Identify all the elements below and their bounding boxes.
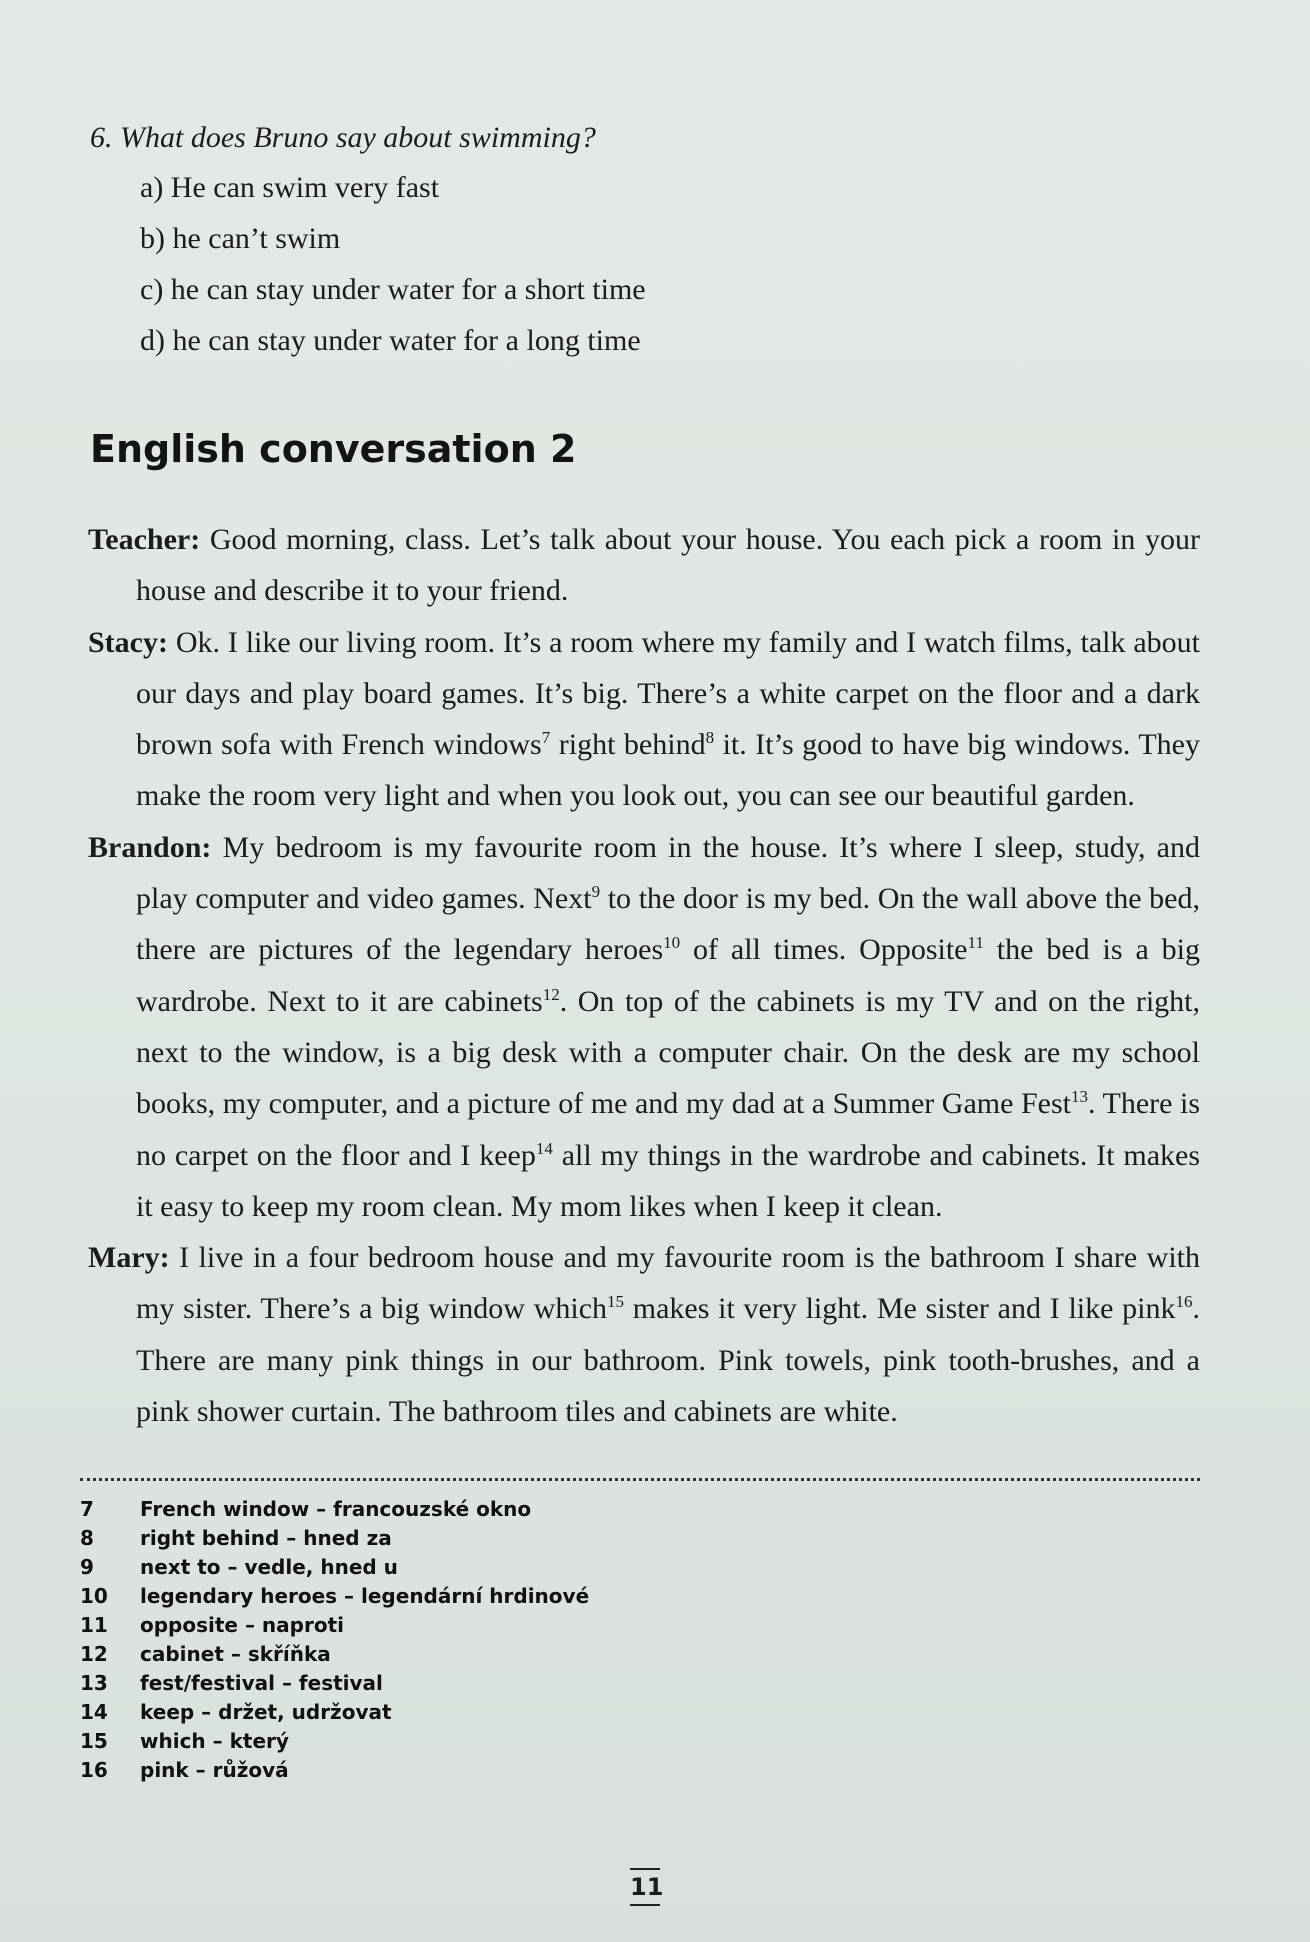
glossary-number: 12 xyxy=(80,1642,108,1666)
glossary-number: 11 xyxy=(80,1613,108,1637)
question-text: 6. What does Bruno say about swimming? xyxy=(90,121,596,154)
glossary-entry xyxy=(80,1524,780,1553)
dialogue xyxy=(88,514,1200,1437)
dialogue-text: My bedroom is my favourite room in the house. It’s where I sleep, study, and play computer and video games. Next xyxy=(136,830,1200,916)
answer-option-a: a) He can swim very fast xyxy=(140,171,440,204)
glossary-number: 7 xyxy=(80,1497,94,1521)
footnote-ref: 16 xyxy=(1175,1292,1193,1312)
footnote-ref: 8 xyxy=(705,728,715,748)
dialogue-text: . There is no carpet on the floor and I keep xyxy=(136,1087,1200,1172)
footnote-ref: 13 xyxy=(1071,1087,1088,1107)
answer-option-d: d) he can stay under water for a long time xyxy=(140,324,641,357)
dialogue-text: I live in a four bedroom house and my favourite room is the bathroom I share with my sister. There’s a big window which xyxy=(136,1241,1200,1326)
glossary-number: 8 xyxy=(80,1526,94,1550)
glossary-number: 10 xyxy=(80,1584,108,1608)
glossary-entry xyxy=(80,1727,780,1756)
section-title: English conversation 2 xyxy=(90,427,577,471)
speaker-name: Brandon: xyxy=(88,830,212,864)
dialogue-text: all my things in the wardrobe and cabinets. It makes it easy to keep my room clean. My mom likes when I keep it clean. xyxy=(136,1138,1200,1223)
footnote-divider xyxy=(80,1478,1200,1481)
glossary-entry xyxy=(80,1669,780,1698)
glossary-entry xyxy=(80,1640,780,1669)
glossary-entry xyxy=(80,1495,780,1524)
glossary-entry xyxy=(80,1582,780,1611)
glossary-number: 16 xyxy=(80,1758,108,1782)
dialogue-text: . On top of the cabinets is my TV and on the right, next to the window, is a big desk with a computer chair. On the desk are my school books, my computer, and a picture of me and my dad at a Summer Game Fest xyxy=(136,984,1201,1121)
footnote-ref: 11 xyxy=(967,933,984,953)
glossary-text: next to – vedle, hned u xyxy=(140,1555,398,1579)
footnote-ref: 12 xyxy=(542,984,560,1004)
dialogue-text: . There are many pink things in our bathroom. Pink towels, pink tooth-brushes, and a pink shower curtain. The bathroom tiles and cabinets are white. xyxy=(136,1292,1200,1429)
dialogue-text: of all times. Opposite xyxy=(680,933,968,967)
glossary-text: fest/festival – festival xyxy=(140,1671,383,1695)
glossary-entry xyxy=(80,1698,780,1727)
dialogue-text: to the door is my bed. On the wall above the bed, there are pictures of the legendary heroes xyxy=(136,882,1200,967)
glossary-text: cabinet – skříňka xyxy=(140,1642,331,1666)
glossary xyxy=(80,1495,780,1785)
footnote-ref: 7 xyxy=(541,728,551,748)
dialogue-text: right behind xyxy=(550,728,706,762)
footnote-ref: 9 xyxy=(591,882,601,902)
glossary-text: pink – růžová xyxy=(140,1758,289,1782)
footnote-ref: 14 xyxy=(535,1138,553,1158)
dialogue-text: Good morning, class. Let’s talk about your house. You each pick a room in your house and describe it to your friend. xyxy=(136,523,1200,608)
question-block xyxy=(90,118,1210,372)
glossary-number: 15 xyxy=(80,1729,108,1753)
dialogue-turn-stacy xyxy=(88,617,1200,822)
dialogue-text: the bed is a big wardrobe. Next to it are cabinets xyxy=(136,933,1200,1018)
dialogue-text: Ok. I like our living room. It’s a room where my family and I watch films, talk about our days and play board games. It’s big. There’s a white carpet on the floor and a dark brown sofa with French windows xyxy=(136,625,1200,762)
footnote-ref: 10 xyxy=(663,933,681,953)
glossary-number: 9 xyxy=(80,1555,94,1579)
answer-option-c: c) he can stay under water for a short time xyxy=(140,273,646,306)
answer-option-b: b) he can’t swim xyxy=(140,222,341,255)
footnote-ref: 15 xyxy=(607,1292,625,1312)
dialogue-turn-brandon xyxy=(88,822,1200,1232)
glossary-number: 13 xyxy=(80,1671,108,1695)
glossary-number: 14 xyxy=(80,1700,108,1724)
speaker-name: Teacher: xyxy=(88,523,201,556)
glossary-entry xyxy=(80,1611,780,1640)
speaker-name: Mary: xyxy=(88,1241,170,1275)
dialogue-text: makes it very light. Me sister and I like pink xyxy=(624,1292,1176,1326)
glossary-text: keep – držet, udržovat xyxy=(140,1700,392,1724)
glossary-text: right behind – hned za xyxy=(140,1526,392,1550)
glossary-text: legendary heroes – legendární hrdinové xyxy=(140,1584,590,1608)
glossary-text: French window – francouzské okno xyxy=(140,1497,532,1521)
speaker-name: Stacy: xyxy=(88,625,168,659)
dialogue-turn-teacher xyxy=(88,514,1200,617)
glossary-entry xyxy=(80,1553,780,1582)
page-number: 11 xyxy=(630,1868,660,1906)
dialogue-text: it. It’s good to have big windows. They make the room very light and when you look out, you can see our beautiful garden. xyxy=(136,728,1201,813)
glossary-entry xyxy=(80,1756,780,1785)
dialogue-turn-mary xyxy=(88,1232,1200,1437)
glossary-text: which – který xyxy=(140,1729,289,1753)
glossary-text: opposite – naproti xyxy=(140,1613,344,1637)
